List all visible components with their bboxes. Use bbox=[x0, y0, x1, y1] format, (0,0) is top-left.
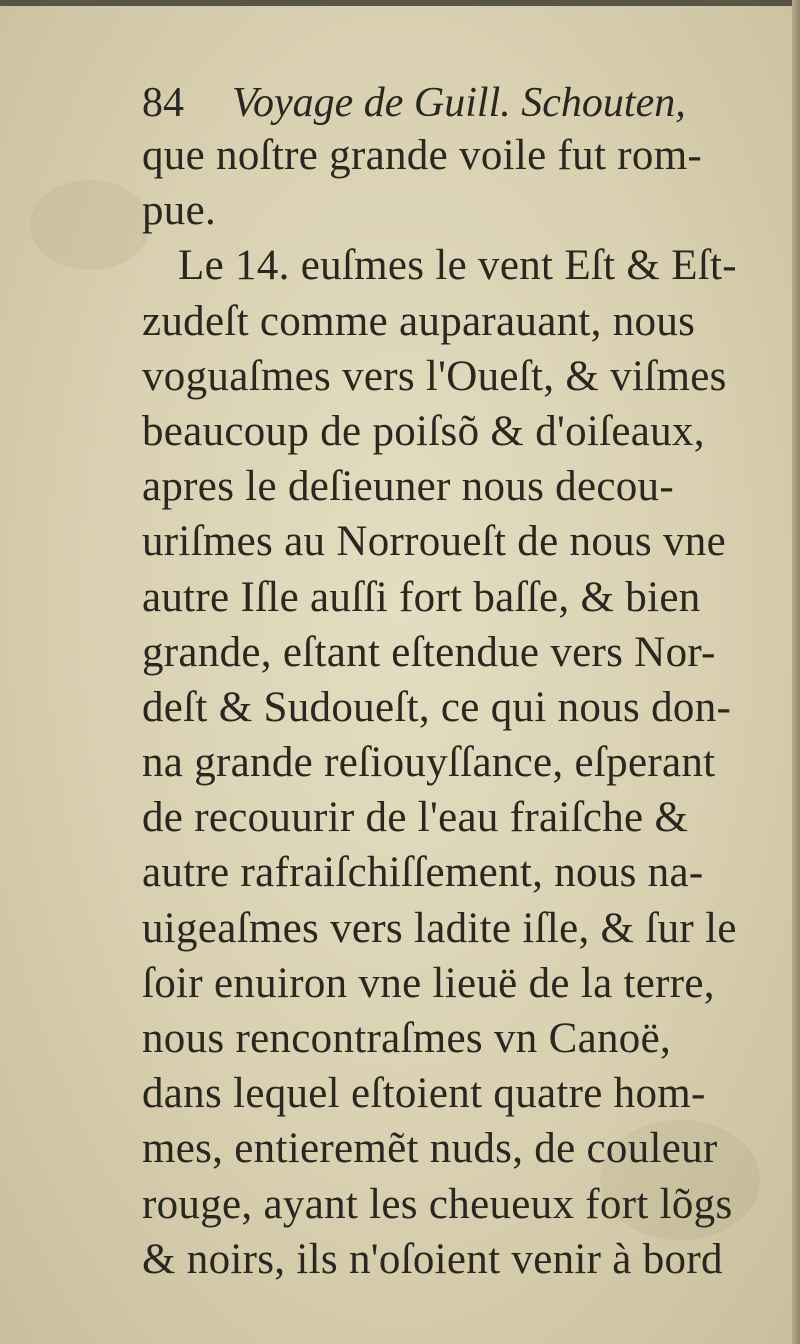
text-line: uigeaſmes vers ladite iſle, & ſur le bbox=[142, 904, 737, 952]
running-head bbox=[142, 78, 742, 128]
text-line: zudeſt comme auparauant, nous bbox=[142, 297, 696, 345]
text-line: apres le deſieuner nous decou- bbox=[142, 463, 674, 511]
text-line: Le 14. euſmes le vent Eſt & Eſt- bbox=[178, 242, 737, 290]
text-line: de recouurir de l'eau fraiſche & bbox=[142, 794, 689, 842]
text-line: nous rencontraſmes vn Canoë, bbox=[142, 1015, 672, 1062]
text-line: ſoir enuiron vne lieuë de la terre, bbox=[142, 959, 715, 1007]
text-line: autre rafraiſchiſſement, nous na- bbox=[142, 849, 704, 897]
text-line: beaucoup de poiſsõ & d'oiſeaux, bbox=[142, 407, 705, 455]
page-number: 84 bbox=[142, 80, 184, 126]
text-line: dans lequel eſtoient quatre hom- bbox=[142, 1070, 706, 1118]
text-line: que noſtre grande voile fut rom- bbox=[142, 132, 703, 179]
page-top-edge bbox=[0, 0, 800, 6]
text-line: autre Iſle auſſi fort baſſe, & bien bbox=[142, 573, 701, 621]
body-text bbox=[142, 128, 752, 1287]
running-title: Voyage de Guill. Schouten, bbox=[232, 80, 686, 126]
text-line: rouge, ayant les cheueux fort lõgs bbox=[142, 1180, 733, 1228]
text-line: mes, entieremẽt nuds, de couleur bbox=[142, 1125, 718, 1173]
text-line: uriſmes au Norroueſt de nous vne bbox=[142, 518, 726, 566]
text-line: grande, eſtant eſtendue vers Nor- bbox=[142, 628, 716, 676]
text-line: pue. bbox=[142, 187, 217, 235]
paper-stain bbox=[30, 180, 150, 270]
text-line: voguaſmes vers l'Oueſt, & viſmes bbox=[142, 352, 727, 400]
text-line: deſt & Sudoueſt, ce qui nous don- bbox=[142, 683, 732, 731]
text-line: na grande reſiouyſſance, eſperant bbox=[142, 739, 716, 787]
text-line: & noirs, ils n'oſoient venir à bord bbox=[142, 1235, 723, 1283]
page-gutter-edge bbox=[792, 0, 800, 1344]
